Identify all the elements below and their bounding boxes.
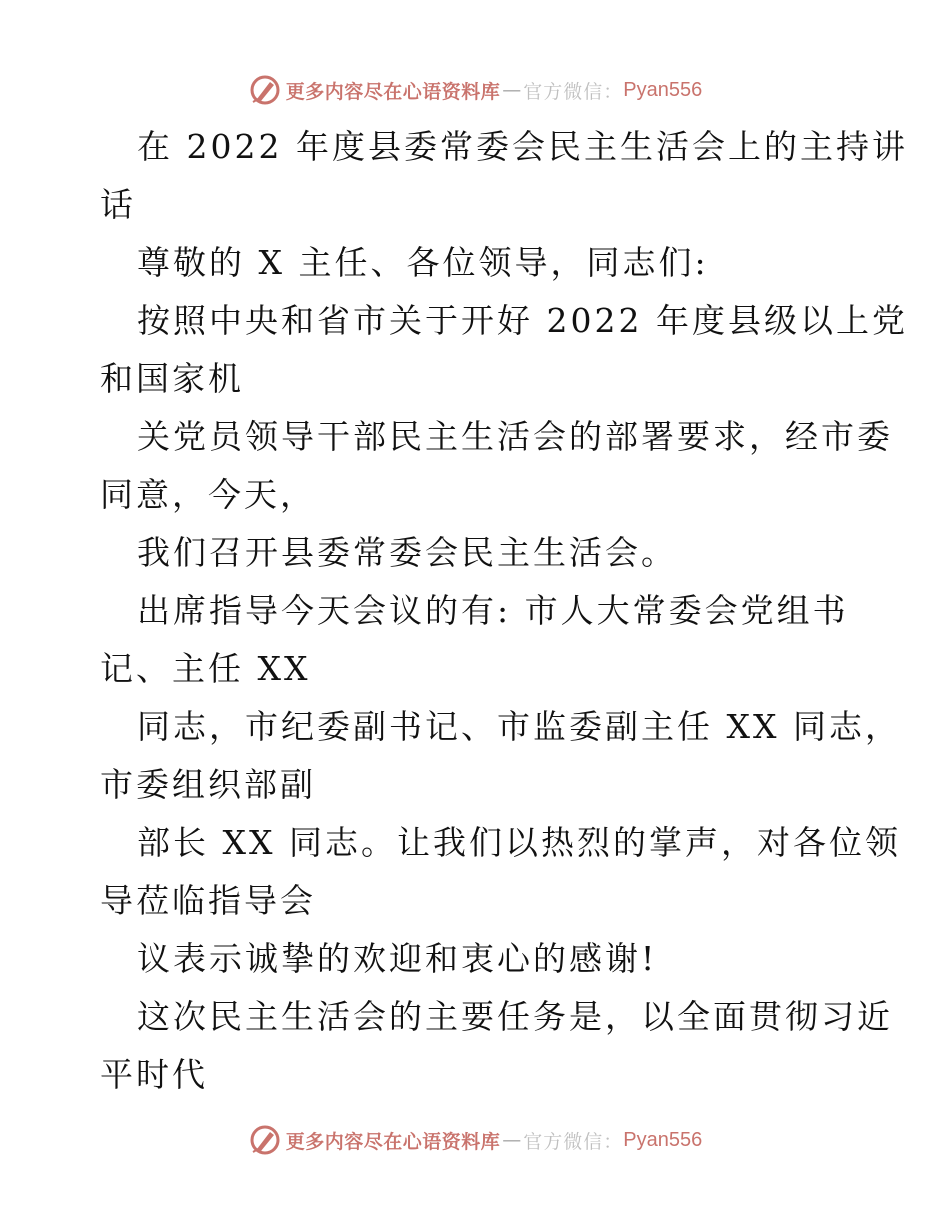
footer-wechat-id: Pyan556 — [623, 1128, 703, 1151]
paragraph-line: 这次民主生活会的主要任务是，以全面贯彻习近 — [137, 997, 893, 1036]
quill-pen-circle-icon — [248, 73, 282, 107]
paragraph-line: 记、主任 XX — [100, 649, 311, 688]
footer-banner — [0, 1120, 950, 1160]
header-banner — [0, 70, 950, 110]
header-wechat-label: 官方微信： — [523, 80, 624, 103]
footer-banner-separator: — — [502, 1129, 522, 1151]
paragraph-line: 按照中央和省市关于开好 2022 年度县级以上党 — [137, 301, 908, 340]
paragraph-line: 议表示诚挚的欢迎和衷心的感谢! — [137, 939, 658, 978]
paragraph-line: 市委组织部副 — [100, 765, 316, 804]
quill-pen-circle-icon — [248, 1123, 282, 1157]
paragraph-line: 部长 XX 同志。让我们以热烈的掌声，对各位领 — [137, 823, 901, 862]
paragraph-line: 平时代 — [100, 1055, 208, 1094]
footer-wechat-label: 官方微信： — [523, 1130, 624, 1153]
header-banner-text: 更多内容尽在心语资料库 — [285, 80, 501, 103]
paragraph-line: 导莅临指导会 — [100, 881, 316, 920]
title-line-2: 话 — [100, 185, 136, 224]
paragraph-line: 关党员领导干部民主生活会的部署要求，经市委 — [137, 417, 893, 456]
paragraph-line: 同意，今天， — [100, 475, 316, 514]
paragraph-line: 出席指导今天会议的有: 市人大常委会党组书 — [137, 591, 849, 630]
paragraph-line: 同志，市纪委副书记、市监委副主任 XX 同志， — [137, 707, 901, 746]
footer-banner-text: 更多内容尽在心语资料库 — [285, 1130, 501, 1153]
paragraph-line: 和国家机 — [100, 359, 244, 398]
header-banner-separator: — — [502, 79, 522, 101]
paragraph-line: 我们召开县委常委会民主生活会。 — [137, 533, 677, 572]
document-body — [100, 118, 908, 1104]
title-line-1: 在 2022 年度县委常委会民主生活会上的主持讲 — [137, 127, 908, 166]
header-wechat-id: Pyan556 — [623, 78, 703, 101]
salutation: 尊敬的 X 主任、各位领导，同志们: — [137, 243, 709, 282]
